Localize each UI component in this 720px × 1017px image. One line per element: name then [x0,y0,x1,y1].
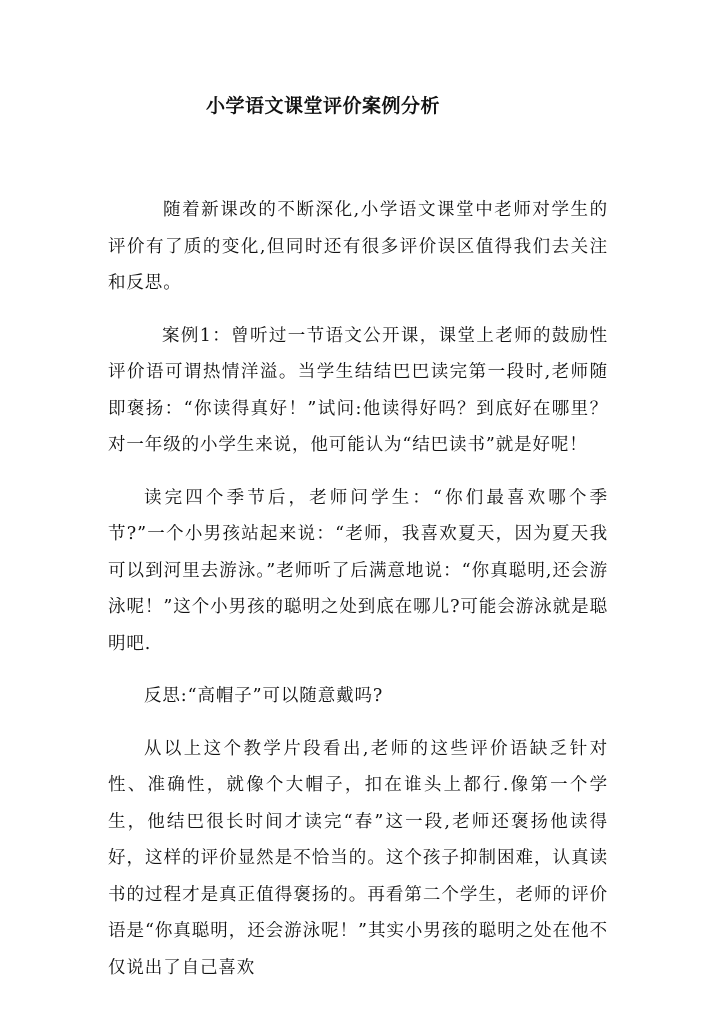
paragraph-analysis: 从以上这个教学片段看出,老师的这些评价语缺乏针对性、准确性，就像个大帽子，扣在谁头上都行.像第一个学生，他结巴很长时间才读完“春”这一段,老师还褒扬他读得好，这样的评价显然是不恰当的。这个孩子抑制困难，认真读书的过程才是真正值得褒扬的。再看第二个学生，老师的评价语是“你真聪明，还会游泳呢！”其实小男孩的聪明之处在他不仅说出了自己喜欢 [108,738,608,978]
paragraph-reflection-heading: 反思:“高帽子”可以随意戴吗? [144,686,384,706]
paragraph-case-seasons: 读完四个季节后，老师问学生：“你们最喜欢哪个季节?”一个小男孩站起来说：“老师，我喜欢夏天，因为夏天我可以到河里去游泳。”老师听了后满意地说：“你真聪明,还会游泳呢！”这个小男孩的聪明之处到底在哪儿?可能会游泳就是聪明吧. [108,487,608,654]
document-body [108,192,608,986]
paragraph-intro: 随着新课改的不断深化,小学语文课堂中老师对学生的评价有了质的变化,但同时还有很多评价误区值得我们去关注和反思。 [108,200,608,293]
paragraph-case-1: 案例1：曾听过一节语文公开课，课堂上老师的鼓励性评价语可谓热情洋溢。当学生结结巴巴读完第一段时,老师随即褒扬：“你读得真好！”试问:他读得好吗？到底好在哪里？对一年级的小学生来说，他可能认为“结巴读书”就是好呢！ [108,325,608,455]
document-title: 小学语文课堂评价案例分析 [206,95,441,117]
